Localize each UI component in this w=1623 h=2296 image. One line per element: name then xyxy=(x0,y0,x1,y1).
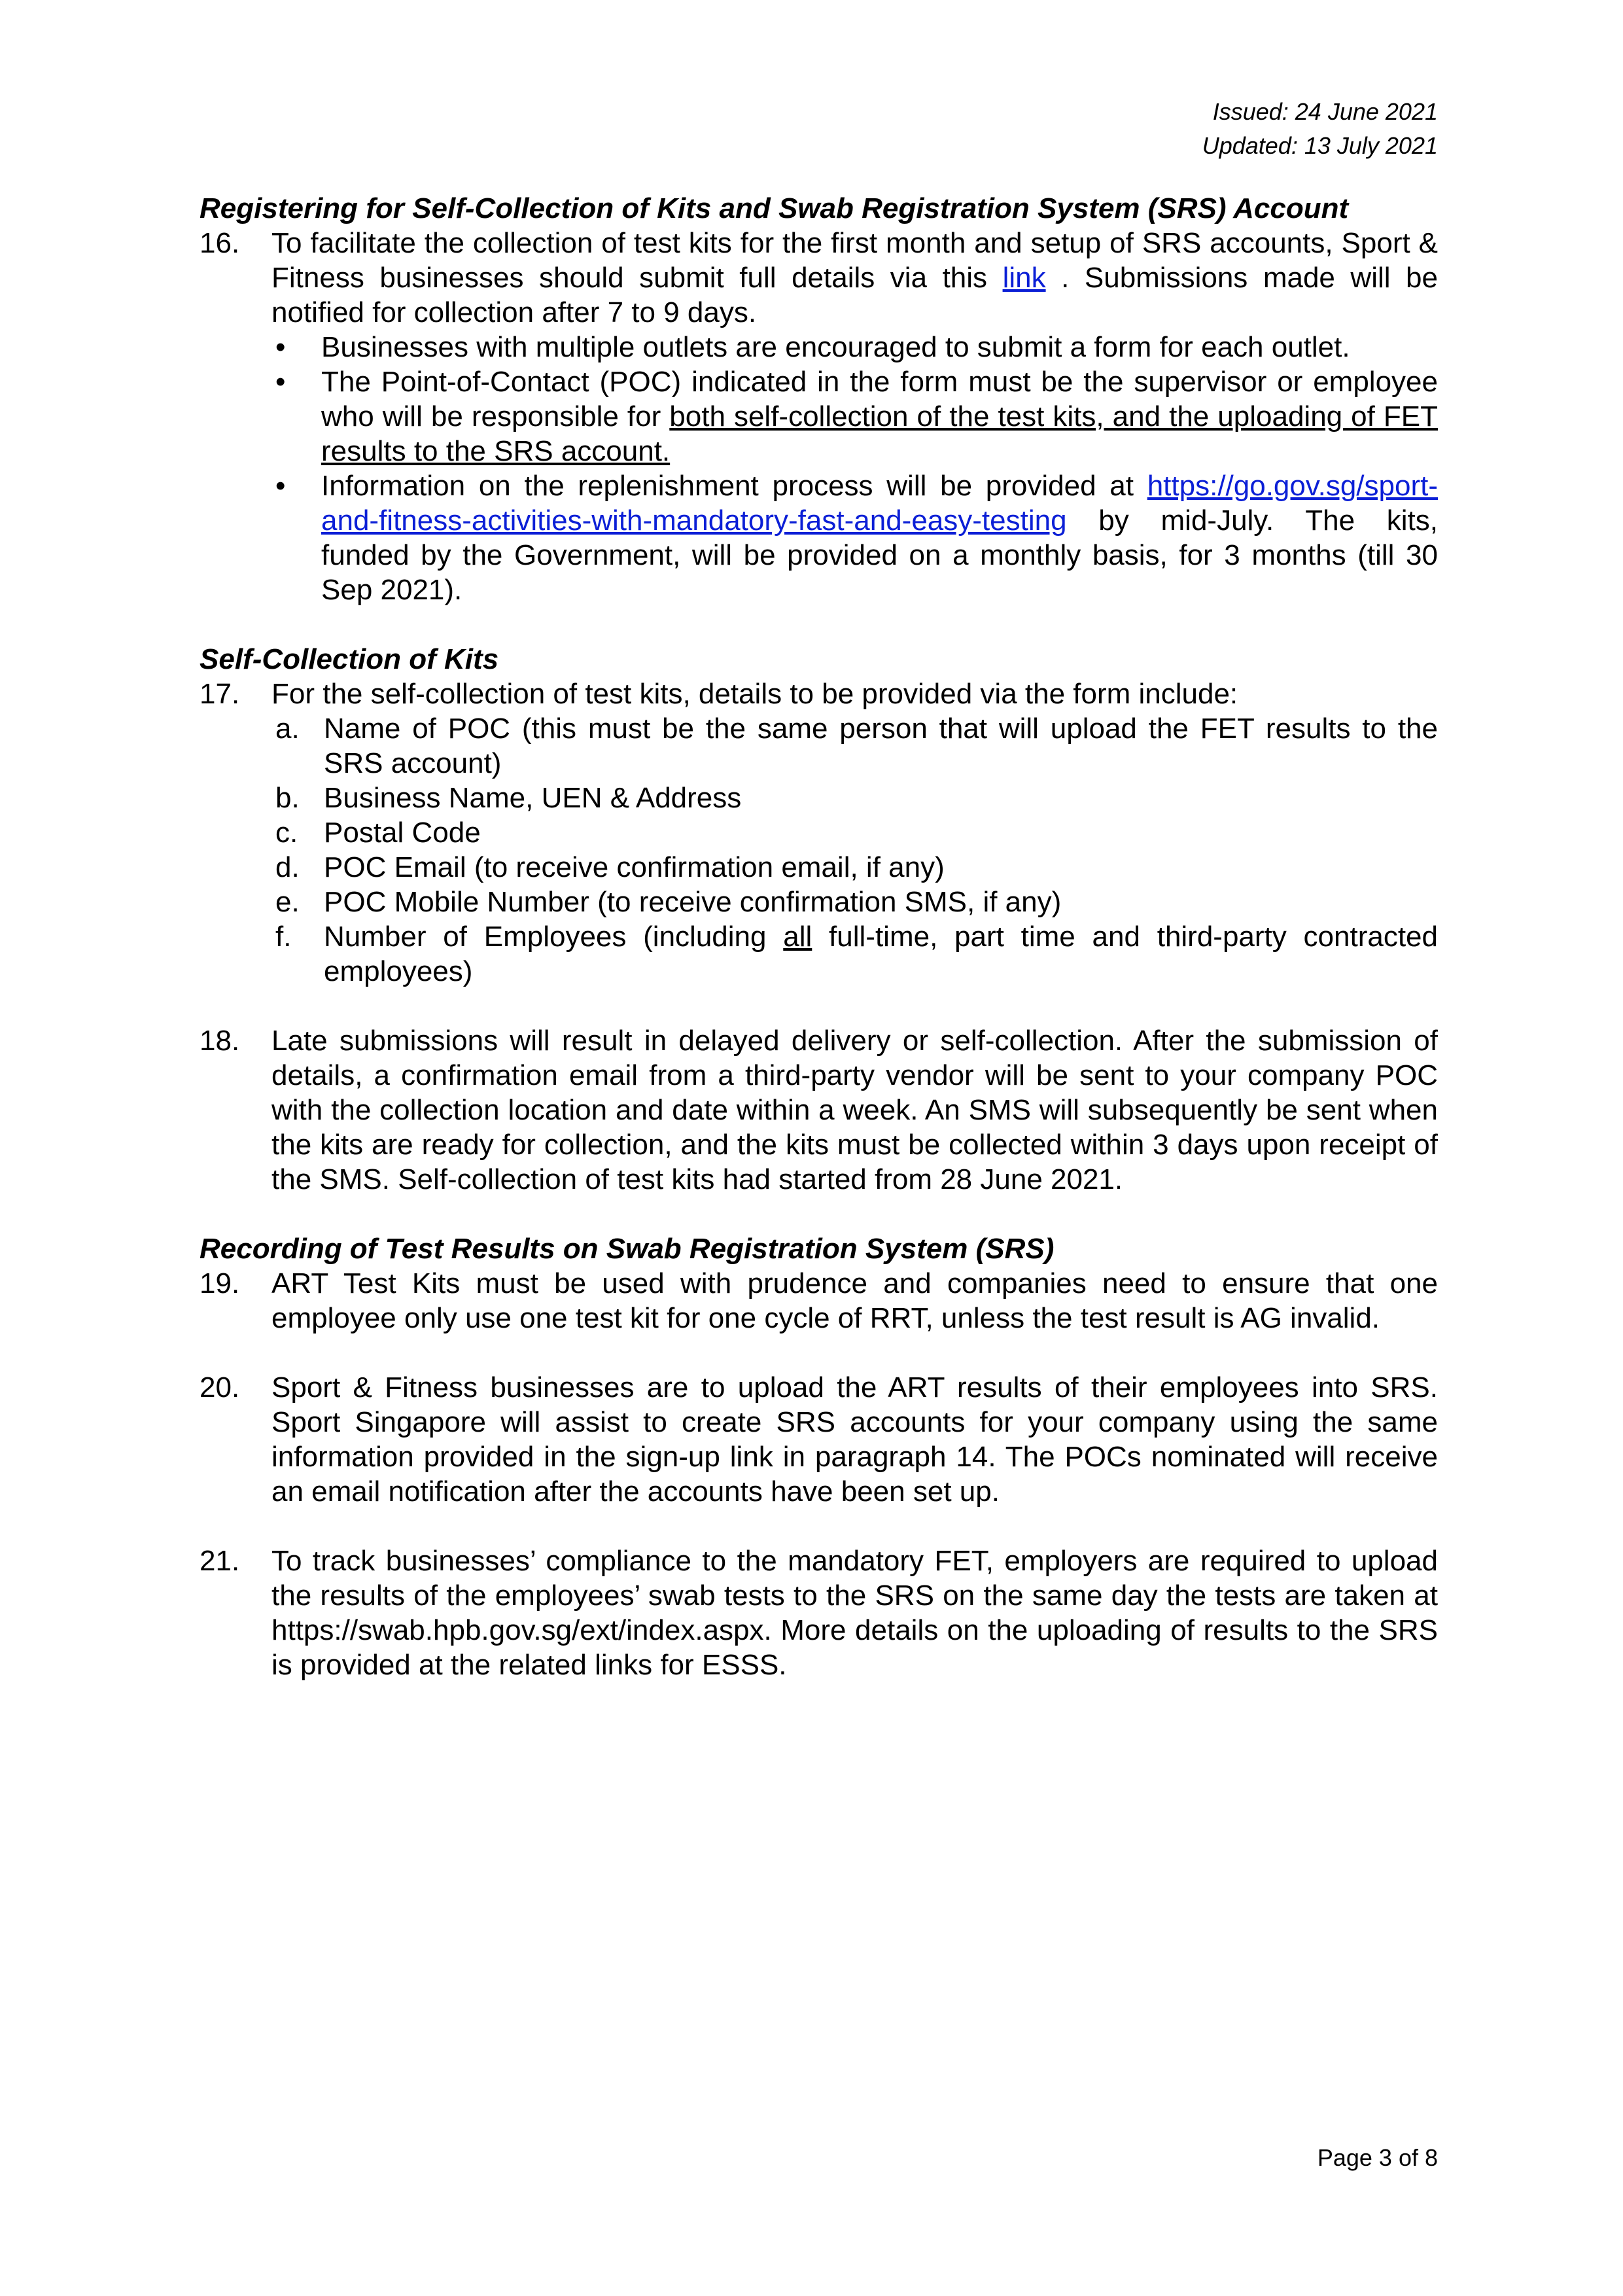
paragraph-20 xyxy=(200,1370,1438,1509)
bullet-text xyxy=(321,364,1438,468)
bullet-text xyxy=(321,468,1438,607)
paragraph-body: Late submissions will result in delayed delivery or self-collection. After the submission of details, a confirmation email from a third-party vendor will be sent to your company POC with the collection location and date within a week. An SMS will subsequently be sent when the kits are ready for collection, and the kits must be collected within 3 days upon receipt of the SMS. Self-collection of test kits had started from 28 June 2021. xyxy=(271,1025,1438,1195)
bullet-icon: • xyxy=(275,470,286,502)
paragraph-text: . Submissions made will be notified for collection after 7 to 9 days. xyxy=(271,262,1438,328)
paragraph-number: 21. xyxy=(200,1545,240,1577)
list-item xyxy=(271,711,1438,781)
submission-form-link[interactable]: link xyxy=(1002,262,1046,294)
updated-date: Updated: 13 July 2021 xyxy=(1202,132,1438,159)
list-letter: c. xyxy=(275,817,298,849)
paragraph-19 xyxy=(200,1266,1438,1335)
list-text xyxy=(324,919,1438,989)
spacer xyxy=(200,607,1438,642)
bullet-item xyxy=(271,364,1438,468)
list-letter: a. xyxy=(275,713,300,745)
bullet-item xyxy=(271,468,1438,607)
list-item xyxy=(271,885,1438,919)
page-number: Page 3 of 8 xyxy=(1317,2144,1438,2171)
paragraph-body: To track businesses’ compliance to the mandatory FET, employers are required to upload the results of the employees’ swab tests to the SRS on the same day the tests are taken at https://swab.hpb.gov.sg/ext/index.aspx. More details on the uploading of results to the SRS is provided at the related links for ESSS. xyxy=(271,1545,1438,1681)
bullet-item xyxy=(271,330,1438,364)
spacer xyxy=(200,1335,1438,1370)
bullet-text-part: Information on the replenishment process will be provided at xyxy=(321,470,1147,502)
paragraph-18 xyxy=(200,1023,1438,1197)
bullet-icon: • xyxy=(275,366,286,398)
paragraph-body: ART Test Kits must be used with prudence and companies need to ensure that one employee only use one test kit for one cycle of RRT, unless the test result is AG invalid. xyxy=(271,1267,1438,1334)
bullet-text-part: The Point-of-Contact (POC) indicated in the form must be the supervisor or employee who will be responsible for xyxy=(321,366,1438,433)
list-letter: f. xyxy=(275,921,292,953)
paragraph-number: 17. xyxy=(200,678,240,710)
replenishment-info-link[interactable]: https://go.gov.sg/sport-and-fitness-activities-with-mandatory-fast-and-easy-testing xyxy=(321,470,1438,537)
document-body xyxy=(200,191,1438,1682)
paragraph-text: To facilitate the collection of test kits for the first month and setup of SRS accounts, Sport & Fitness businesses should submit full details via this xyxy=(271,227,1438,294)
lettered-list xyxy=(271,711,1438,989)
paragraph-16 xyxy=(200,226,1438,607)
bullet-text-part: by mid-July. The kits, funded by the Government, will be provided on a monthly basis, for 3 months (till 30 Sep 2021). xyxy=(321,504,1438,606)
paragraph-17 xyxy=(200,677,1438,989)
list-item xyxy=(271,815,1438,850)
paragraph-number: 19. xyxy=(200,1267,240,1299)
list-text: Business Name, UEN & Address xyxy=(324,782,742,814)
section-heading-self-collection: Self-Collection of Kits xyxy=(200,643,499,675)
paragraph-number: 16. xyxy=(200,227,240,259)
paragraph-body xyxy=(271,677,1438,989)
list-item xyxy=(271,919,1438,989)
underlined-text: both self-collection of the test kits, and the uploading of FET results to the SRS account. xyxy=(321,400,1438,467)
list-text: Name of POC (this must be the same person that will upload the FET results to the SRS account) xyxy=(324,713,1438,779)
spacer xyxy=(200,1509,1438,1544)
list-text-part: Number of Employees (including xyxy=(324,921,784,953)
paragraph-number: 20. xyxy=(200,1371,240,1404)
list-letter: b. xyxy=(275,782,300,814)
list-text-part: full-time, part time and third-party contracted employees) xyxy=(324,921,1439,987)
list-letter: d. xyxy=(275,851,300,883)
section-heading-recording: Recording of Test Results on Swab Registration System (SRS) xyxy=(200,1233,1055,1265)
bullet-text: Businesses with multiple outlets are encouraged to submit a form for each outlet. xyxy=(321,331,1350,363)
paragraph-number: 18. xyxy=(200,1025,240,1057)
paragraph-21 xyxy=(200,1544,1438,1682)
bullet-list xyxy=(271,330,1438,607)
issued-date: Issued: 24 June 2021 xyxy=(1212,98,1438,125)
section-heading-srs-account: Registering for Self-Collection of Kits and Swab Registration System (SRS) Account xyxy=(200,192,1349,224)
list-item xyxy=(271,850,1438,885)
list-letter: e. xyxy=(275,886,300,918)
list-text: POC Email (to receive confirmation email, if any) xyxy=(324,851,945,883)
list-item xyxy=(271,781,1438,815)
paragraph-body xyxy=(271,226,1438,607)
underlined-text: all xyxy=(783,921,812,953)
bullet-icon: • xyxy=(275,331,286,363)
list-text: POC Mobile Number (to receive confirmation SMS, if any) xyxy=(324,886,1062,918)
spacer xyxy=(200,989,1438,1023)
paragraph-text: For the self-collection of test kits, details to be provided via the form include: xyxy=(271,678,1238,710)
list-text: Postal Code xyxy=(324,817,481,849)
document-header xyxy=(1202,95,1438,163)
paragraph-body: Sport & Fitness businesses are to upload the ART results of their employees into SRS. Sport Singapore will assist to create SRS accounts for your company using the same information provided in the sign-up link in paragraph 14. The POCs nominated will receive an email notification after the accounts have been set up. xyxy=(271,1371,1438,1508)
spacer xyxy=(200,1197,1438,1231)
